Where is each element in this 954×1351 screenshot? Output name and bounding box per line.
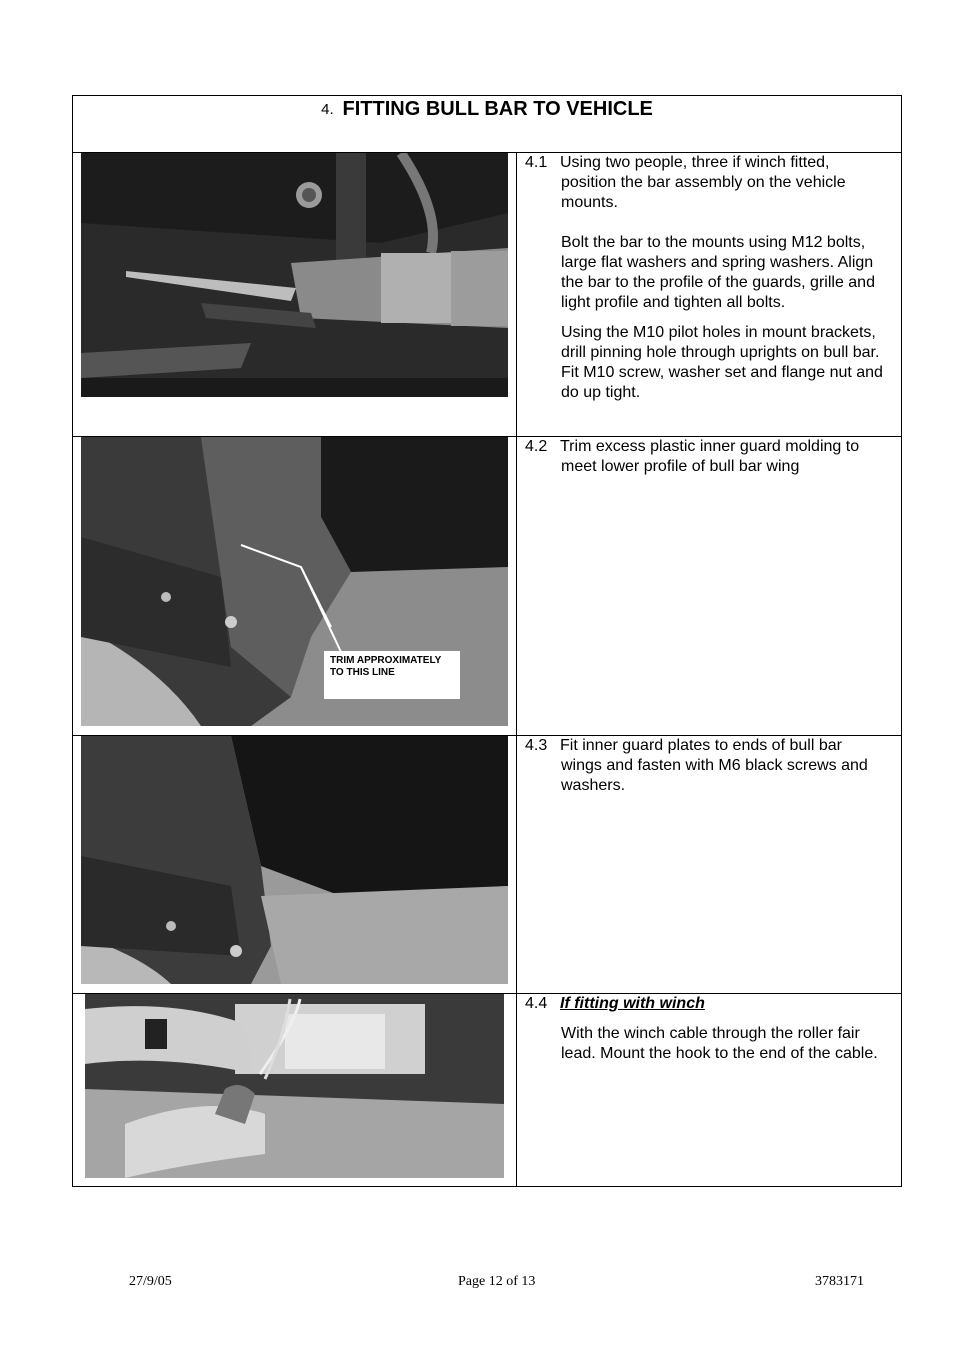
step-heading: If fitting with winch (560, 995, 705, 1012)
step-row-4-2 (73, 437, 901, 736)
drill-photo (81, 153, 508, 397)
step-row-4-3 (73, 736, 901, 994)
step-paragraph: Bolt the bar to the mounts using M12 bolts, large flat washers and spring washers. Align the bar to the profile of the guards, grille and light profile and tighten all bolts. (561, 234, 875, 311)
footer-date: 27/9/05 (129, 1274, 172, 1289)
step-row-4-1 (73, 153, 901, 437)
step-number: 4.2 (525, 438, 548, 455)
step-lead-continued: position the bar assembly on the vehicle mounts. (561, 174, 846, 211)
step-lead: Fit inner guard plates to ends of bull bar (560, 737, 842, 754)
winch-hook-photo (85, 994, 504, 1178)
instruction-table (72, 95, 902, 1187)
trim-callout-line-1: TRIM APPROXIMATELY (330, 655, 442, 666)
section-title-row (73, 96, 901, 153)
step-text-cell (517, 736, 901, 993)
step-text-cell (517, 437, 901, 735)
step-image-cell (73, 437, 517, 735)
step-text-cell (517, 994, 901, 1186)
step-paragraph: Using the M10 pilot holes in mount brackets, drill pinning hole through uprights on bull bar. Fit M10 screw, washer set and flange nut and do up tight. (561, 324, 883, 401)
step-row-4-4 (73, 994, 901, 1186)
step-image-cell (73, 994, 517, 1186)
step-number: 4.4 (525, 995, 548, 1012)
step-text-cell (517, 153, 901, 436)
step-lead: Using two people, three if winch fitted, (560, 154, 830, 171)
step-image-cell (73, 153, 517, 436)
step-image-cell (73, 736, 517, 993)
step-number: 4.1 (525, 154, 548, 171)
footer-page-number: Page 12 of 13 (458, 1274, 536, 1289)
step-number: 4.3 (525, 737, 548, 754)
footer-doc-number: 3783171 (815, 1274, 864, 1289)
section-number: 4. (321, 101, 334, 118)
trim-callout-line-2: TO THIS LINE (330, 667, 395, 678)
section-title: FITTING BULL BAR TO VEHICLE (342, 98, 653, 120)
step-lead-continued: meet lower profile of bull bar wing (561, 458, 800, 475)
guard-plate-photo (81, 736, 508, 984)
inner-guard-trim-photo (81, 437, 508, 726)
step-paragraph: With the winch cable through the roller fair lead. Mount the hook to the end of the cable. (561, 1025, 878, 1062)
step-lead: Trim excess plastic inner guard molding to (560, 438, 860, 455)
trim-callout-label (324, 651, 460, 699)
step-lead-continued: wings and fasten with M6 black screws and washers. (561, 757, 868, 794)
